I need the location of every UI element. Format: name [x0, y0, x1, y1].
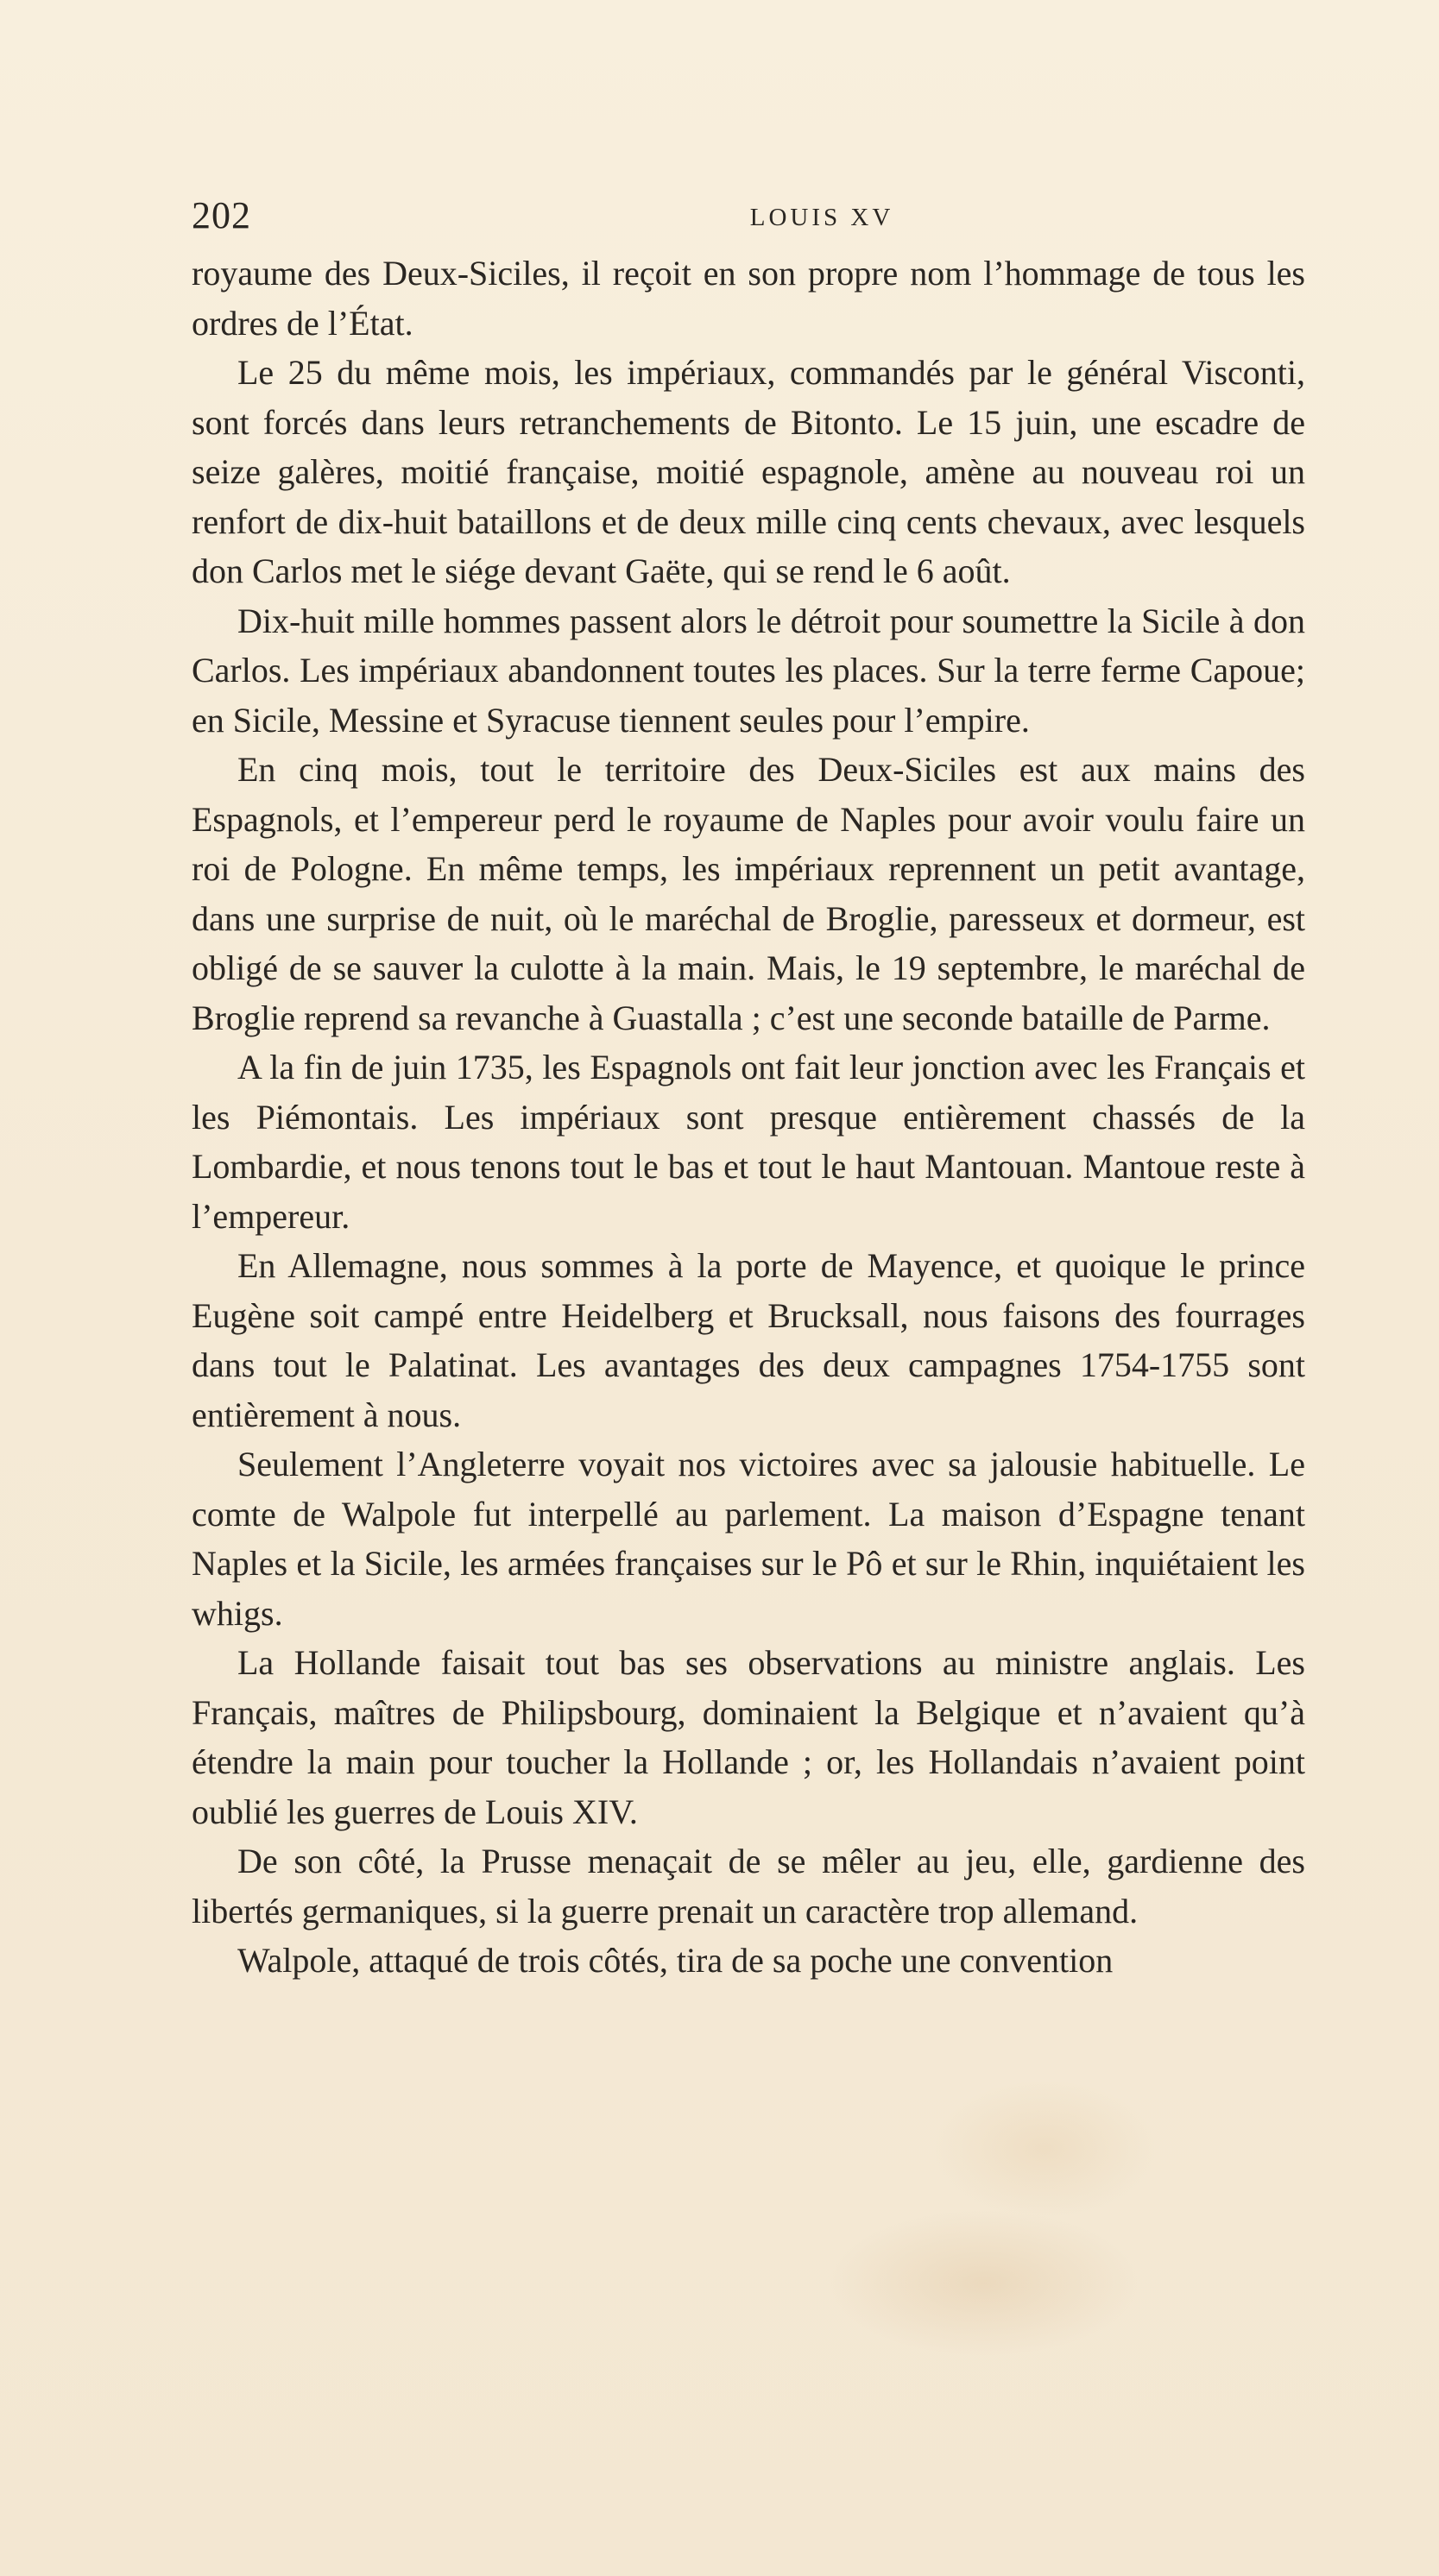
- paragraph: De son côté, la Prusse menaçait de se mêler au jeu, elle, gardienne des libertés germaniques, si la guerre prenait un caractère trop allemand.: [192, 1842, 1305, 1930]
- running-title: LOUIS XV: [749, 204, 894, 231]
- body-text: [192, 249, 1305, 1986]
- paragraph: La Hollande faisait tout bas ses observations au ministre anglais. Les Français, maîtres de Philipsbourg, dominaient la Belgique et n’avaient qu’à étendre la main pour toucher la Hollande ; or, les Hollandais n’avaient point oublié les guerres de Louis XIV.: [192, 1643, 1305, 1831]
- paragraph: En cinq mois, tout le territoire des Deux-Siciles est aux mains des Espagnols, et l’empereur perd le royaume de Naples pour avoir voulu faire un roi de Pologne. En même temps, les impériaux reprennent un petit avantage, dans une surprise de nuit, où le maréchal de Broglie, paresseux et dormeur, est obligé de se sauver la culotte à la main. Mais, le 19 septembre, le maréchal de Broglie reprend sa revanche à Guastalla ; c’est une seconde bataille de Parme.: [192, 750, 1305, 1037]
- page-header: [192, 193, 1305, 242]
- paragraph: A la fin de juin 1735, les Espagnols ont fait leur jonction avec les Français et les Piémontais. Les impériaux sont presque entièrement chassés de la Lombardie, et nous tenons tout le bas et tout le haut Mantouan. Mantoue reste à l’empereur.: [192, 1048, 1305, 1236]
- paragraph: Walpole, attaqué de trois côtés, tira de sa poche une convention: [237, 1941, 1114, 1980]
- paragraph: En Allemagne, nous sommes à la porte de Mayence, et quoique le prince Eugène soit campé entre Heidelberg et Brucksall, nous faisons des fourrages dans tout le Palatinat. Les avantages des deux campagnes 1754-1755 sont entièrement à nous.: [192, 1246, 1305, 1434]
- page-number: 202: [192, 194, 251, 236]
- paper-stain: [829, 2209, 1139, 2356]
- paragraph: Seulement l’Angleterre voyait nos victoires avec sa jalousie habituelle. Le comte de Walpole fut interpellé au parlement. La maison d’Espagne tenant Naples et la Sicile, les armées françaises sur le Pô et sur le Rhin, inquiétaient les whigs.: [192, 1445, 1305, 1633]
- paper-stain: [932, 2080, 1157, 2218]
- paragraph: Dix-huit mille hommes passent alors le détroit pour soumettre la Sicile à don Carlos. Les impériaux abandonnent toutes les places. Sur la terre ferme Capoue; en Sicile, Messine et Syracuse tiennent seules pour l’empire.: [192, 601, 1305, 740]
- paragraph: Le 25 du même mois, les impériaux, commandés par le général Visconti, sont forcés dans leurs retranchements de Bitonto. Le 15 juin, une escadre de seize galères, moitié française, moitié espagnole, amène au nouveau roi un renfort de dix-huit bataillons et de deux mille cinq cents chevaux, avec lesquels don Carlos met le siége devant Gaëte, qui se rend le 6 août.: [192, 353, 1305, 590]
- paragraph: royaume des Deux-Siciles, il reçoit en son propre nom l’hommage de tous les ordres de l’État.: [192, 254, 1305, 343]
